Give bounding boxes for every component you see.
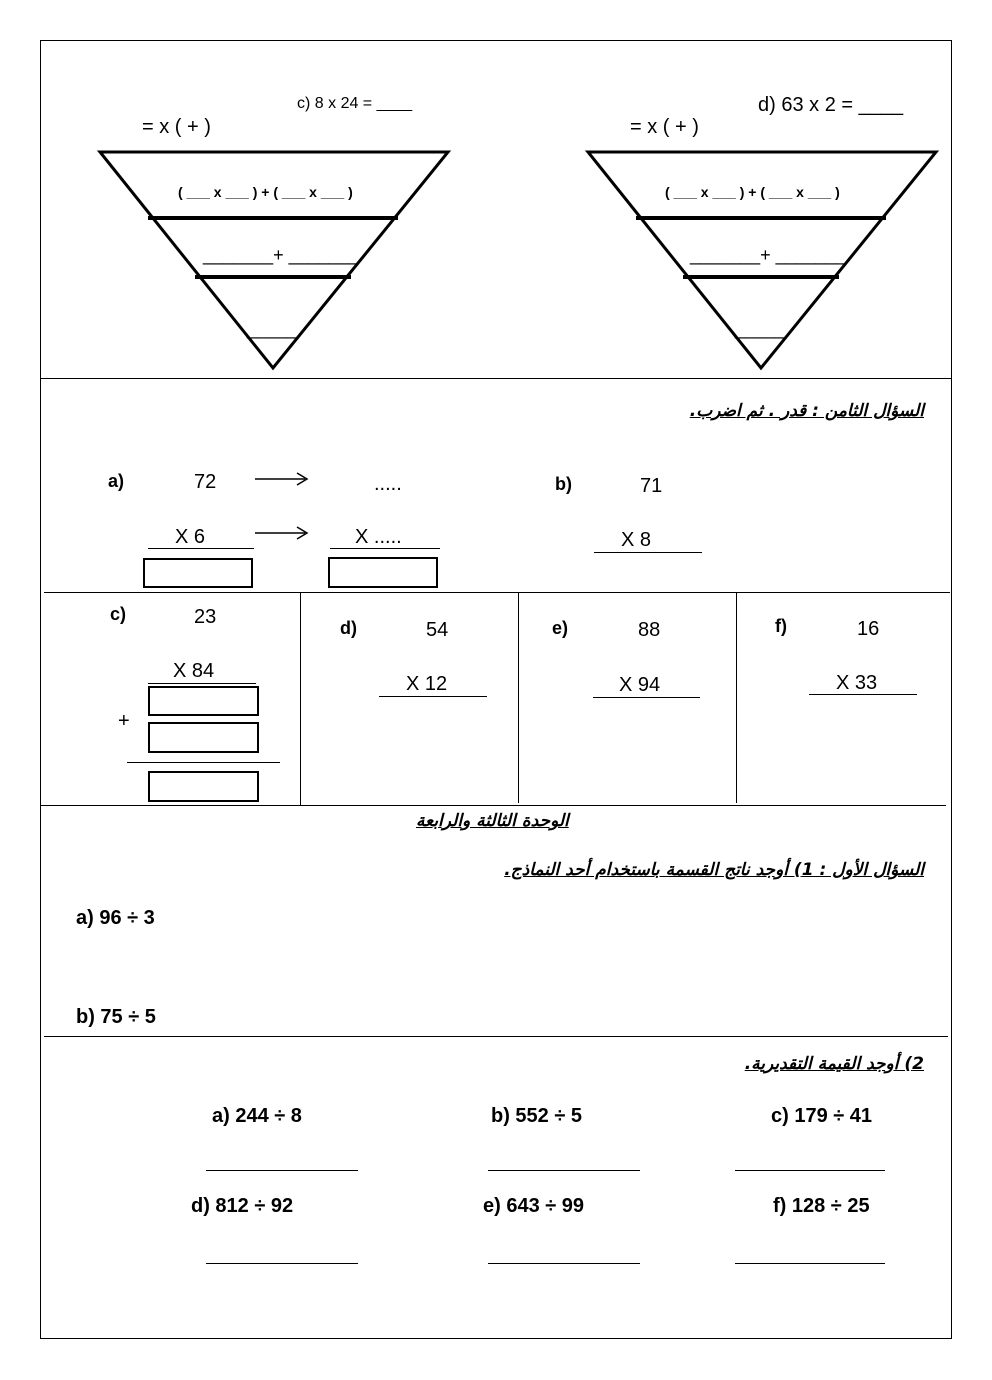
underline bbox=[148, 683, 256, 684]
divider bbox=[44, 592, 950, 593]
pyramid-d-expand: = x ( + ) bbox=[630, 116, 699, 138]
product-box[interactable] bbox=[148, 771, 259, 802]
estimate-answer-box[interactable] bbox=[328, 557, 438, 588]
column-divider bbox=[300, 593, 301, 806]
pyramid-c-expand: = x ( + ) bbox=[142, 116, 211, 138]
answer-line[interactable] bbox=[206, 1170, 358, 1171]
q8-e-top: 88 bbox=[638, 619, 661, 641]
q1-title: السؤال الأول : 1) أوجد ناتج القسمة باستخدام أحد النماذج. bbox=[504, 860, 924, 880]
underline bbox=[594, 552, 702, 553]
q8-title: السؤال الثامن : قدر . ثم اضرب. bbox=[689, 401, 924, 421]
underline bbox=[809, 694, 917, 695]
estimate-f: f) 128 ÷ 25 bbox=[773, 1195, 870, 1217]
arrow-right-icon bbox=[253, 471, 311, 487]
answer-line[interactable] bbox=[488, 1170, 640, 1171]
underline bbox=[379, 696, 487, 697]
answer-line[interactable] bbox=[735, 1263, 885, 1264]
pyramid-d-row3: _____ bbox=[735, 319, 786, 339]
q8-f-bottom: X 33 bbox=[836, 672, 878, 694]
q8-e-label: e) bbox=[552, 618, 569, 638]
pyramid-c-row2: _______+ _______ bbox=[203, 245, 359, 265]
q8-d-bottom: X 12 bbox=[406, 673, 448, 695]
estimate-e: e) 643 ÷ 99 bbox=[483, 1195, 585, 1217]
estimate-a: a) 244 ÷ 8 bbox=[212, 1105, 302, 1127]
q8-c-label: c) bbox=[110, 604, 127, 624]
underline bbox=[148, 548, 254, 549]
plus-sign: + bbox=[118, 710, 130, 732]
q8-c-bottom: X 84 bbox=[173, 660, 215, 682]
column-divider bbox=[736, 593, 737, 803]
q8-b-bottom: X 8 bbox=[621, 529, 652, 551]
q8-d-label: d) bbox=[340, 618, 357, 638]
partial-product-box-1[interactable] bbox=[148, 686, 259, 716]
column-divider bbox=[518, 593, 519, 803]
divider bbox=[40, 378, 952, 379]
q8-a-estimate-bottom: X ..... bbox=[355, 526, 402, 548]
underline bbox=[330, 548, 440, 549]
answer-line[interactable] bbox=[488, 1263, 640, 1264]
pyramid-c-problem: c) 8 x 24 = ____ bbox=[297, 95, 413, 112]
pyramid-d-row2: _______+ _______ bbox=[690, 245, 846, 265]
estimate-b: b) 552 ÷ 5 bbox=[491, 1105, 583, 1127]
unit-title: الوحدة الثالثة والرابعة bbox=[416, 811, 569, 831]
q8-a-top: 72 bbox=[194, 471, 217, 493]
q8-d-top: 54 bbox=[426, 619, 449, 641]
q8-f-label: f) bbox=[775, 616, 787, 636]
q8-c-top: 23 bbox=[194, 606, 217, 628]
q8-b-top: 71 bbox=[640, 475, 663, 497]
pyramid-c-row1: ( ___ x ___ ) + ( ___ x ___ ) bbox=[178, 184, 353, 200]
divider bbox=[40, 805, 946, 806]
division-a: a) 96 ÷ 3 bbox=[76, 907, 155, 929]
estimate-c: c) 179 ÷ 41 bbox=[771, 1105, 873, 1127]
q8-a-bottom: X 6 bbox=[175, 526, 206, 548]
q8-f-top: 16 bbox=[857, 618, 880, 640]
q8-a-estimate-top: ..... bbox=[374, 473, 402, 495]
answer-line[interactable] bbox=[735, 1170, 885, 1171]
pyramid-d-problem: d) 63 x 2 = ____ bbox=[758, 94, 904, 116]
answer-line[interactable] bbox=[206, 1263, 358, 1264]
estimate-d: d) 812 ÷ 92 bbox=[191, 1195, 294, 1217]
q8-b-label: b) bbox=[555, 474, 572, 494]
underline bbox=[593, 697, 700, 698]
q8-e-bottom: X 94 bbox=[619, 674, 661, 696]
divider bbox=[44, 1036, 948, 1037]
partial-product-box-2[interactable] bbox=[148, 722, 259, 753]
arrow-right-icon bbox=[253, 525, 311, 541]
answer-box[interactable] bbox=[143, 558, 253, 588]
pyramid-c-row3: _____ bbox=[247, 319, 298, 339]
pyramid-d-row1: ( ___ x ___ ) + ( ___ x ___ ) bbox=[665, 184, 840, 200]
q2-title: 2) أوجد القيمة التقديرية. bbox=[744, 1054, 924, 1074]
q8-a-label: a) bbox=[108, 471, 125, 491]
sum-line bbox=[127, 762, 280, 763]
division-b: b) 75 ÷ 5 bbox=[76, 1006, 156, 1028]
